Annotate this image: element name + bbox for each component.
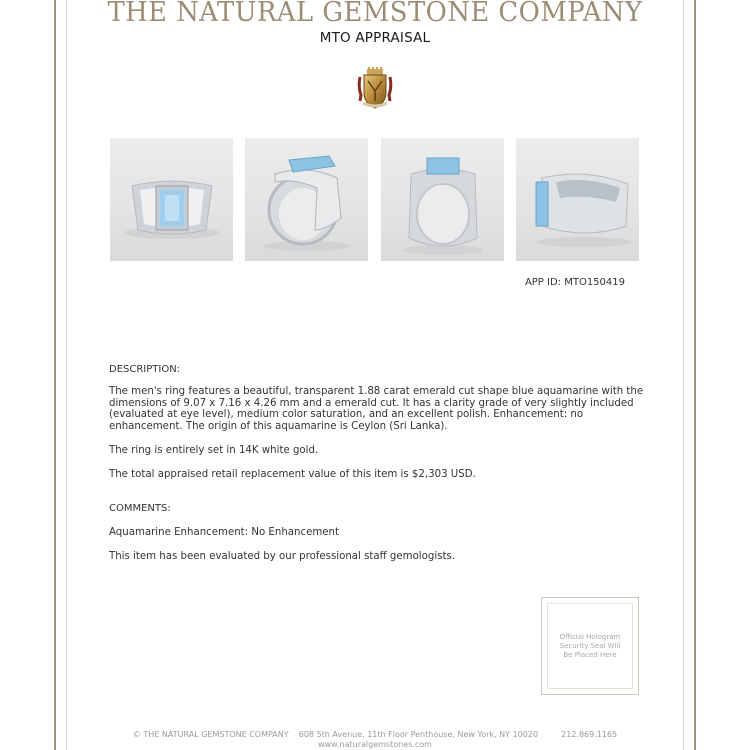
comments-section	[109, 503, 649, 562]
seal-text-line: Official Hologram	[559, 632, 621, 641]
seal-text-line: Security Seal Will	[559, 641, 621, 650]
ring-photo-profile	[381, 138, 504, 261]
footer-address: 608 5th Avenue, 11th Floor Penthouse, New York, NY 10020	[298, 730, 539, 739]
left-border-outer	[54, 0, 56, 750]
description-paragraph: The men's ring features a beautiful, transparent 1.88 carat emerald cut shape blue aquamarine with the dimensions of 9.07 x 7.16 x 4.26 mm and a emerald cut. It has a clarity grade of very slightly included (evaluated at eye level), medium color saturation, and an excellent polish. Enhancement: no enhancement. The origin of this aquamarine is Ceylon (Sri Lanka).	[109, 385, 644, 433]
ring-photo-angled	[245, 138, 368, 261]
comments-heading: COMMENTS:	[109, 503, 171, 514]
footer-phone: 212.869.1165	[561, 730, 618, 739]
footer-copyright: © THE NATURAL GEMSTONE COMPANY	[132, 730, 289, 739]
description-paragraph: The total appraised retail replacement value of this item is $2,303 USD.	[109, 468, 476, 480]
right-border-inner	[683, 0, 684, 750]
comment-line: This item has been evaluated by our professional staff gemologists.	[109, 550, 456, 562]
seal-text-line: Be Placed Here	[563, 650, 617, 659]
document-title: MTO APPRAISAL	[319, 30, 431, 46]
description-section	[109, 364, 649, 481]
description-paragraph: The ring is entirely set in 14K white gold.	[109, 444, 319, 456]
ring-photo-side	[516, 138, 639, 261]
hologram-seal-inner	[547, 603, 633, 689]
company-name: THE NATURAL GEMSTONE COMPANY	[107, 0, 643, 28]
ring-photo-gallery	[0, 138, 750, 262]
appraisal-id: APP ID: MTO150419	[524, 277, 625, 288]
hologram-seal-placeholder	[541, 597, 639, 695]
company-crest-icon	[357, 67, 393, 111]
description-heading: DESCRIPTION:	[109, 364, 181, 375]
footer-contact	[0, 730, 750, 739]
seal-text	[560, 633, 621, 660]
right-border-outer	[694, 0, 696, 750]
footer-website[interactable]: www.naturalgemstones.com	[318, 740, 432, 749]
ring-photo-front	[110, 138, 233, 261]
left-border-inner	[66, 0, 67, 750]
comment-line: Aquamarine Enhancement: No Enhancement	[109, 526, 339, 538]
